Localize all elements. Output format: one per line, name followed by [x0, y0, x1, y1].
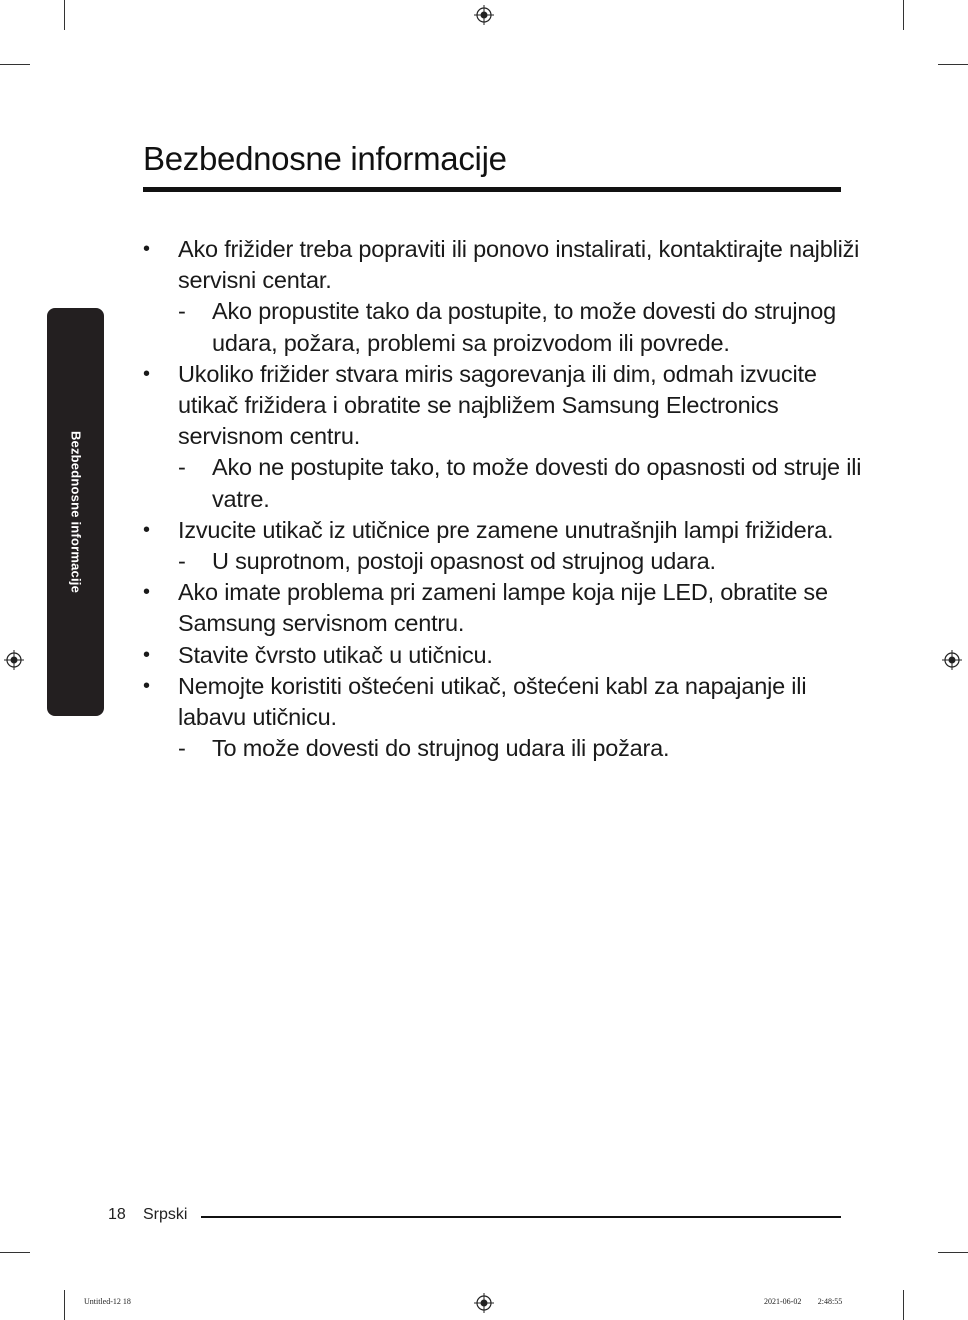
registration-mark-icon [4, 650, 24, 670]
sub-list-item [178, 452, 863, 514]
page-number: 18 [108, 1206, 126, 1223]
crop-mark [903, 0, 904, 30]
print-slug-right: 2021-06-02 ￿￿ 2:48:55 [764, 1297, 843, 1306]
registration-mark-icon [474, 5, 494, 25]
dash-icon: - [178, 298, 186, 325]
footer-language: Srpski [143, 1206, 188, 1223]
list-item [143, 515, 863, 577]
bullet-icon: • [143, 674, 150, 697]
crop-mark [0, 1252, 30, 1253]
dash-icon: - [178, 454, 186, 481]
list-item-text: Ukoliko frižider stvara miris sagorevanja ili dim, odmah izvucite utikač frižidera i obratite se najbližem Samsung Electronics servisnom centru. [178, 360, 817, 450]
sub-list-item [178, 733, 863, 764]
side-tab-label: Bezbednosne informacije [68, 430, 83, 594]
list-item-text: Ako frižider treba popraviti ili ponovo instalirati, kontaktirajte najbliži servisni centar. [178, 236, 860, 294]
bullet-icon: • [143, 643, 150, 666]
sub-list-item-text: Ako propustite tako da postupite, to može dovesti do strujnog udara, požara, problemi sa proizvodom ili povrede. [212, 298, 836, 356]
dash-icon: - [178, 548, 186, 575]
list-item-text: Nemojte koristiti oštećeni utikač, oštećeni kabl za napajanje ili labavu utičnicu. [178, 672, 807, 731]
list-item [143, 359, 863, 515]
dash-icon: - [178, 735, 186, 762]
list-item [143, 640, 863, 671]
print-slug-left: Untitled-12 18 [84, 1297, 131, 1306]
sub-list-item-text: U suprotnom, postoji opasnost od strujnog udara. [212, 548, 716, 575]
list-item-text: Izvucite utikač iz utičnice pre zamene unutrašnjih lampi frižidera. [178, 516, 834, 543]
bullet-icon: • [143, 518, 150, 541]
bullet-icon: • [143, 238, 150, 260]
list-item [143, 577, 863, 639]
bullet-icon: • [143, 581, 150, 604]
safety-list [143, 234, 863, 764]
crop-mark [938, 64, 968, 65]
crop-mark [903, 1290, 904, 1320]
list-item-text: Stavite čvrsto utikač u utičnicu. [178, 641, 493, 668]
registration-mark-icon [474, 1293, 494, 1313]
crop-mark [64, 0, 65, 30]
list-item [143, 671, 863, 765]
crop-mark [64, 1290, 65, 1320]
bullet-icon: • [143, 362, 150, 385]
list-item-text: Ako imate problema pri zameni lampe koja nije LED, obratite se Samsung servisnom centru. [178, 579, 828, 637]
sub-list-item-text: To može dovesti do strujnog udara ili požara. [212, 735, 670, 762]
list-item [143, 234, 863, 359]
sub-list-item [178, 296, 863, 358]
crop-mark [0, 64, 30, 65]
title-divider [143, 187, 841, 192]
sub-list-item-text: Ako ne postupite tako, to može dovesti do opasnosti od struje ili vatre. [212, 454, 862, 512]
sub-list-item [178, 546, 863, 577]
footer-divider [201, 1216, 841, 1218]
registration-mark-icon [942, 650, 962, 670]
side-tab [47, 308, 104, 716]
crop-mark [938, 1252, 968, 1253]
page-title: Bezbednosne informacije [143, 140, 507, 177]
